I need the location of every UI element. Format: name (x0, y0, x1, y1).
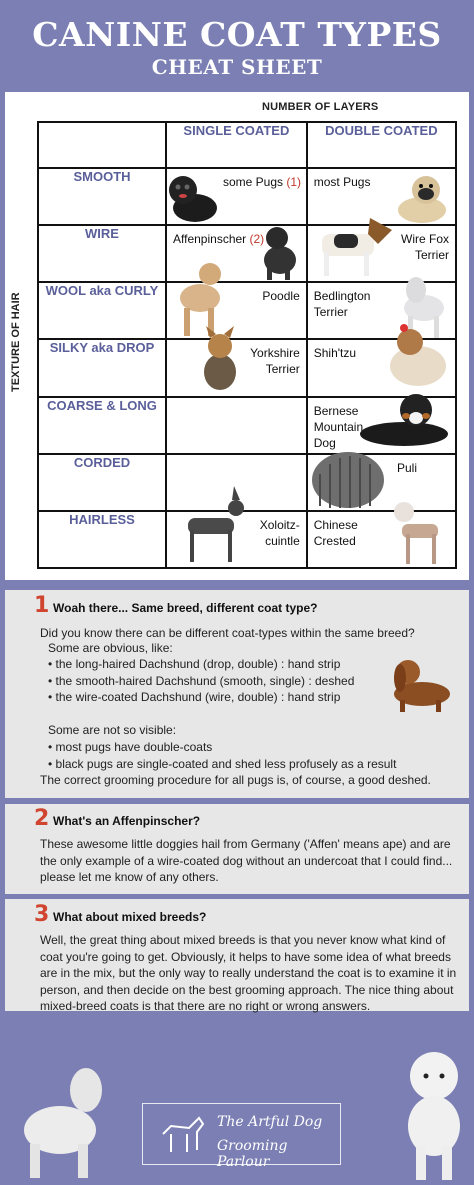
page-subtitle: CHEAT SHEET (151, 55, 323, 79)
section-number: 3 (34, 902, 50, 927)
section-heading: Woah there... Same breed, different coat type? (53, 601, 318, 615)
brand-logo (142, 1103, 341, 1170)
obvious-list (48, 656, 388, 706)
puli-image (306, 444, 388, 512)
row-label-wool: WOOL aka CURLY (38, 282, 166, 339)
section-subhead: Some are not so visible: (48, 723, 177, 737)
cell-text: Bedlington Terrier (313, 289, 371, 320)
page-title: CANINE COAT TYPES (32, 15, 442, 54)
brand-name: The Artful Dog (217, 1114, 323, 1130)
cell-text: Yorkshire Terrier (250, 346, 300, 377)
cell-text: Wire Fox Terrier (401, 232, 449, 263)
section-number: 1 (34, 593, 50, 618)
section-intro: Did you know there can be different coat-types within the same breed? (40, 626, 415, 640)
row-label-corded: CORDED (38, 454, 166, 511)
section-heading: What's an Affenpinscher? (53, 814, 201, 828)
section-number: 2 (34, 806, 50, 831)
cell-text: Puli (396, 460, 417, 475)
section-subhead: Some are obvious, like: (48, 641, 173, 655)
shih-tzu-image (382, 320, 454, 392)
section-heading: What about mixed breeds? (53, 910, 207, 924)
cell-text: some Pugs (1) (223, 175, 302, 190)
header (0, 0, 474, 92)
cell-text: Shih'tzu (313, 346, 357, 361)
cell-coarse-single (166, 397, 307, 454)
list-item: • the wire-coated Dachshund (wire, double) : hand strip (48, 689, 388, 706)
row-label-wire: WIRE (38, 225, 166, 282)
col-header-single: SINGLE COATED (166, 122, 307, 168)
poodle-footer-image (396, 1046, 470, 1182)
chinese-crested-image (386, 494, 456, 566)
fawn-pug-image (390, 172, 452, 226)
wire-fox-terrier-image (300, 208, 398, 280)
affenpinscher-image (255, 222, 305, 282)
black-pug-image (165, 172, 221, 226)
bedlington-footer-image (8, 1060, 120, 1182)
list-item: • the smooth-haired Dachshund (smooth, single) : deshed (48, 673, 388, 690)
row-label-smooth: SMOOTH (38, 168, 166, 225)
col-header-double: DOUBLE COATED (307, 122, 456, 168)
section-closing: The correct grooming procedure for all pugs is, of course, a good deshed. (40, 773, 431, 787)
texture-axis-label: TEXTURE OF HAIR (10, 292, 22, 392)
cell-text: Chinese Crested (313, 517, 358, 548)
section-body: Well, the great thing about mixed breeds is that you never know what kind of coat you're going to get. Obviously, it helps to have some idea of what breeds are in the mix, but the only way to really understand the coat is to examine it in person, and then decide on the best grooming approach. The nice thing about mixed-breed coats is that there are no right or wrong answers. (40, 933, 457, 1013)
row-label-coarse: COARSE & LONG (38, 397, 166, 454)
not-visible-list (48, 739, 448, 772)
layers-axis-label: NUMBER OF LAYERS (262, 101, 379, 113)
list-item: • the long-haired Dachshund (drop, double) : hand strip (48, 656, 388, 673)
cell-text: Affenpinscher (2) (173, 232, 265, 247)
cell-text: Bernese Mountain Dog (313, 403, 364, 450)
terrier-logo-icon (157, 1112, 207, 1158)
cell-text: Poodle (262, 289, 300, 304)
dachshund-image (378, 650, 458, 714)
bernese-mountain-dog-image (340, 388, 456, 452)
cell-text: most Pugs (313, 175, 371, 190)
corner-cell (38, 122, 166, 168)
yorkshire-terrier-image (196, 326, 246, 398)
section-body: These awesome little doggies hail from Germany ('Affen' means ape) and are the only example of a wire-coated dog without an undercoat that I could find... please let me know of any others. (40, 837, 453, 884)
xoloitzcuintle-image (172, 486, 252, 566)
row-label-hairless: HAIRLESS (38, 511, 166, 568)
list-item: • most pugs have double-coats (48, 739, 448, 756)
row-label-silky: SILKY aka DROP (38, 339, 166, 396)
brand-tagline: Grooming Parlour (217, 1138, 288, 1170)
cell-text: Xoloitz-cuintle (259, 517, 300, 548)
list-item: • black pugs are single-coated and shed less profusely as a result (48, 756, 448, 773)
